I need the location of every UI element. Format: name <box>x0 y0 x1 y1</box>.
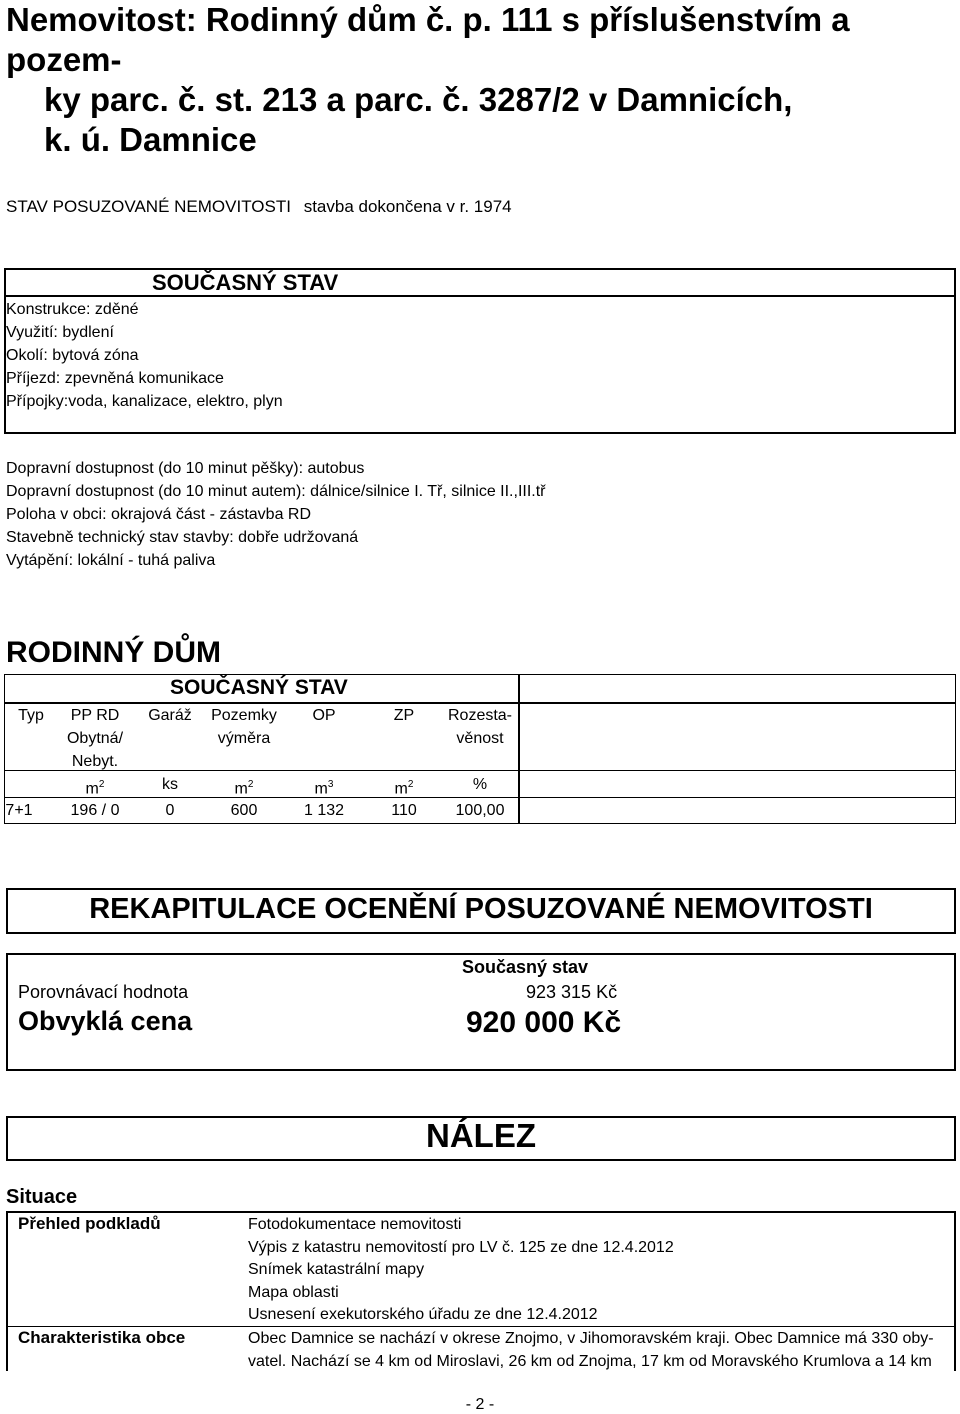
sources-list <box>248 1214 674 1327</box>
usual-price-label: Obvyklá cena <box>18 1006 193 1036</box>
col-garage-label: Garáž <box>148 707 192 724</box>
unit-op-exp: 3 <box>327 779 334 790</box>
col-build-up-label-2: věnost <box>456 730 504 747</box>
municipality-text <box>248 1328 934 1373</box>
municipality-label: Charakteristika obce <box>18 1328 186 1347</box>
compare-label: Porovnávací hodnota <box>18 982 189 1002</box>
surroundings-line: Okolí: bytová zóna <box>6 347 139 364</box>
detail-location: Poloha v obci: okrajová část - zástavba RD <box>6 506 312 523</box>
value-type: 7+1 <box>5 802 33 819</box>
unit-garage: ks <box>162 776 178 793</box>
value-garage: 0 <box>165 802 175 819</box>
unit-pp-rd: $m^2$ <box>85 779 105 798</box>
unit-build-up: % <box>472 776 488 793</box>
col-build-up <box>440 704 520 750</box>
title-line-1: Nemovitost: Rodinný dům č. p. 111 s příslušenstvím a pozem- <box>6 1 850 78</box>
detail-condition: Stavebně technický stav stavby: dobře udržovaná <box>6 529 359 546</box>
col-land <box>202 704 286 750</box>
unit-land-exp: 2 <box>247 779 254 790</box>
col-type <box>4 704 58 727</box>
property-state-value: stavba dokončena v r. 1974 <box>303 197 512 216</box>
value-land: 600 <box>230 802 258 819</box>
detail-car-access: Dopravní dostupnost (do 10 minut autem): dálnice/silnice I. Tř, silnice II.,III.tř <box>6 483 546 500</box>
source-item-area-map: Mapa oblasti <box>248 1283 339 1301</box>
municipality-line-2: vatel. Nachází se 4 km od Miroslavi, 26 km od Znojma, 17 km od Moravského Krumlova a 14 km <box>248 1352 932 1370</box>
source-item-resolution: Usnesení exekutorského úřadu ze dne 12.4.2012 <box>248 1306 598 1324</box>
usage-line: Využití: bydlení <box>6 324 114 341</box>
col-op-label: OP <box>312 707 336 724</box>
source-item-cadastre-extract: Výpis z katastru nemovitostí pro LV č. 125 ze dne 12.4.2012 <box>248 1238 674 1256</box>
property-state-label: STAV POSUZOVANÉ NEMOVITOSTI <box>6 197 291 216</box>
unit-zp: $m^2$ <box>394 779 414 798</box>
details-list <box>6 457 546 572</box>
value-pp-rd: 196 / 0 <box>70 802 120 819</box>
source-item-cadastre-map: Snímek katastrální mapy <box>248 1261 425 1279</box>
source-item-photos: Fotodokumentace nemovitosti <box>248 1216 462 1233</box>
current-state-lines <box>6 298 283 413</box>
detail-heating: Vytápění: lokální - tuhá paliva <box>6 552 216 569</box>
value-build-up: 100,00 <box>455 802 505 819</box>
municipality-line-1: Obec Damnice se nachází v okrese Znojmo, v Jihomoravském kraji. Obec Damnice má 330 oby- <box>248 1330 934 1347</box>
sources-label: Přehled podkladů <box>18 1214 161 1233</box>
property-state <box>6 197 512 217</box>
col-pp-rd-label-2: Obytná/ <box>66 730 124 747</box>
title-line-3: k. ú. Damnice <box>44 121 257 158</box>
col-pp-rd-label-3: Nebyt. <box>71 753 119 770</box>
title-line-2: ky parc. č. st. 213 a parc. č. 3287/2 v Damnicích, <box>44 81 793 118</box>
usual-price-value: 920 000 Kč <box>466 1006 622 1039</box>
detail-walk-access: Dopravní dostupnost (do 10 minut pěšky): autobus <box>6 460 365 477</box>
page-number: - 2 - <box>465 1396 495 1413</box>
col-pp-rd-label-1: PP RD <box>70 707 120 724</box>
current-state-heading: SOUČASNÝ STAV <box>152 270 339 295</box>
col-op <box>284 704 364 727</box>
document-title <box>6 0 956 160</box>
col-land-label-2: výměra <box>217 730 271 747</box>
unit-pp-rd-exp: 2 <box>98 779 105 790</box>
col-zp <box>366 704 442 727</box>
utilities-line: Přípojky:voda, kanalizace, elektro, plyn <box>6 393 283 410</box>
finding-heading: NÁLEZ <box>426 1117 536 1154</box>
situation-heading: Situace <box>6 1186 78 1208</box>
compare-value: 923 315 Kč <box>526 982 618 1002</box>
col-garage <box>140 704 200 727</box>
unit-zp-exp: 2 <box>407 779 414 790</box>
col-land-label-1: Pozemky <box>211 707 277 724</box>
col-build-up-label-1: Rozesta- <box>447 707 513 724</box>
house-heading: RODINNÝ DŮM <box>6 636 221 669</box>
col-zp-label: ZP <box>393 707 415 724</box>
access-line: Příjezd: zpevněná komunikace <box>6 370 224 387</box>
col-type-label: Typ <box>18 707 44 724</box>
recap-col-heading: Současný stav <box>462 957 589 977</box>
unit-land: $m^2$ <box>234 779 254 798</box>
value-zp: 110 <box>391 802 417 819</box>
col-pp-rd <box>60 704 130 773</box>
recap-heading: REKAPITULACE OCENĚNÍ POSUZOVANÉ NEMOVITOSTI <box>89 893 873 925</box>
unit-op: $m^3$ <box>314 779 334 798</box>
construction-line: Konstrukce: zděné <box>6 301 139 318</box>
value-op: 1 132 <box>303 802 345 819</box>
house-subheading: SOUČASNÝ STAV <box>170 676 348 699</box>
